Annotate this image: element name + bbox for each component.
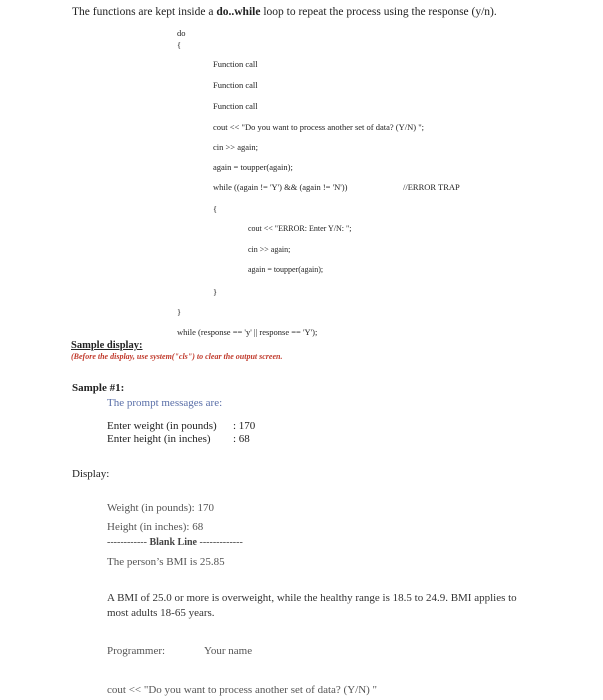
display-weight-line: Weight (in pounds): 170 bbox=[107, 502, 214, 514]
bmi-paragraph: A BMI of 25.0 or more is overweight, while the healthy range is 18.5 to 24.9. BMI applies to most adults 18-65 years. bbox=[107, 592, 517, 619]
code-open-brace: { bbox=[177, 40, 182, 50]
final-cout-prompt: cout << "Do you want to process another set of data? (Y/N) " bbox=[107, 684, 378, 696]
blank-line-label: Blank Line bbox=[149, 537, 197, 548]
sample1-heading: Sample #1: bbox=[72, 382, 125, 394]
display-heading: Display: bbox=[72, 468, 110, 480]
code-function-call-3: Function call bbox=[213, 101, 258, 111]
code-inner-open-brace: { bbox=[213, 204, 218, 214]
code-function-call-1: Function call bbox=[213, 59, 258, 69]
height-prompt: Enter height (in inches) bbox=[107, 433, 211, 445]
intro-bold-keyword: do..while bbox=[216, 6, 261, 18]
code-cout-prompt: cout << "Do you want to process another set of data? (Y/N) "; bbox=[213, 122, 425, 132]
code-inner-toupper: again = toupper(again); bbox=[248, 265, 324, 274]
programmer-label: Programmer: bbox=[107, 645, 166, 657]
programmer-name: Your name bbox=[204, 645, 253, 657]
code-function-call-2: Function call bbox=[213, 80, 258, 90]
code-inner-close-brace: } bbox=[213, 287, 218, 297]
sample-display-note: (Before the display, use system("cls") to clear the output screen. bbox=[71, 352, 283, 361]
code-while-check: while ((again != 'Y') && (again != 'N')) bbox=[213, 182, 348, 192]
sample-display-heading: Sample display: bbox=[71, 340, 143, 351]
blank-line-dashes-right: ------------- bbox=[197, 537, 243, 548]
code-inner-cin: cin >> again; bbox=[248, 245, 291, 254]
code-while-end: while (response == 'y' || response == 'Y'); bbox=[177, 327, 318, 337]
code-error-trap-comment: //ERROR TRAP bbox=[403, 182, 460, 192]
height-value: : 68 bbox=[233, 433, 250, 445]
code-close-brace: } bbox=[177, 307, 182, 317]
intro-text bbox=[72, 6, 497, 18]
code-cin-again: cin >> again; bbox=[213, 142, 258, 152]
weight-value: : 170 bbox=[233, 420, 256, 432]
prompt-messages-label: The prompt messages are: bbox=[107, 397, 223, 409]
code-cout-error: cout << "ERROR: Enter Y/N: "; bbox=[248, 224, 352, 233]
intro-suffix: loop to repeat the process using the response (y/n). bbox=[260, 6, 497, 18]
blank-line-separator bbox=[107, 537, 243, 548]
code-do: do bbox=[177, 28, 186, 38]
intro-prefix: The functions are kept inside a bbox=[72, 6, 217, 18]
display-height-line: Height (in inches): 68 bbox=[107, 521, 204, 533]
blank-line-dashes-left: ------------ bbox=[107, 537, 150, 548]
bmi-result-line: The person’s BMI is 25.85 bbox=[107, 556, 225, 568]
code-toupper: again = toupper(again); bbox=[213, 162, 293, 172]
weight-prompt: Enter weight (in pounds) bbox=[107, 420, 217, 432]
